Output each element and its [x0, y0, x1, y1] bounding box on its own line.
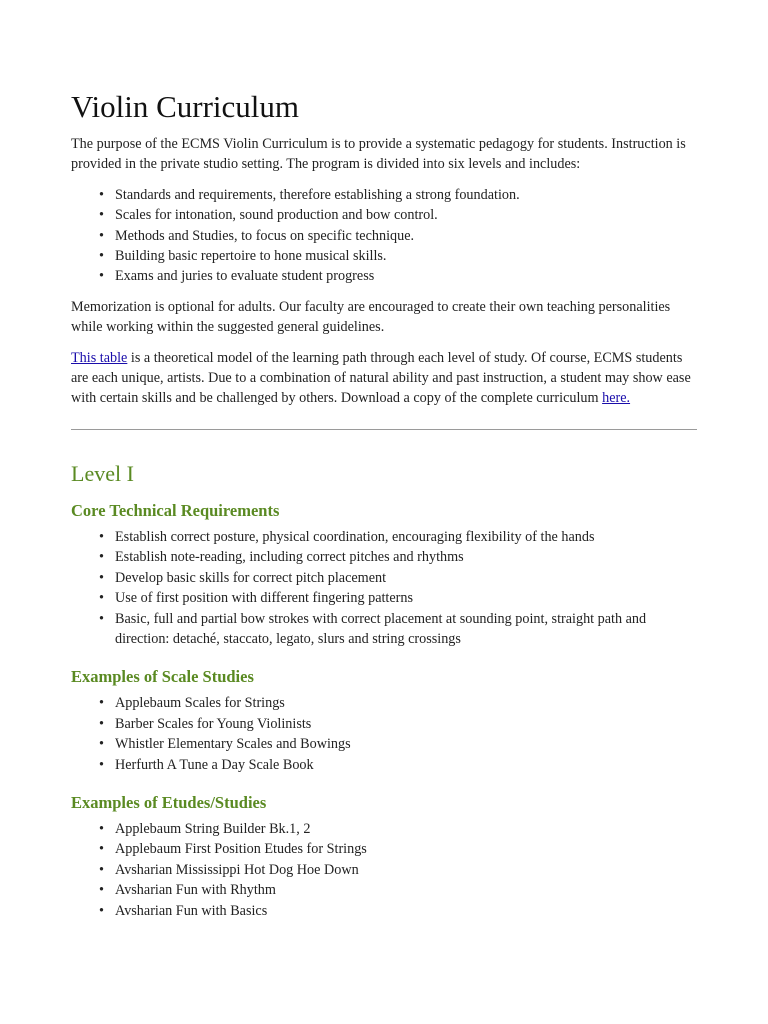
list-item: • Barber Scales for Young Violinists — [115, 714, 697, 734]
list-item: • Establish note-reading, including correct pitches and rhythms — [115, 547, 697, 567]
list-item: • Basic, full and partial bow strokes with correct placement at sounding point, straight path and direction: detaché, staccato, legato, slurs and string crossings — [115, 609, 697, 650]
intro-paragraph: The purpose of the ECMS Violin Curriculum is to provide a systematic pedagogy for students. Instruction is provided in the private studio setting. The program is divided into six levels and includes: — [71, 136, 686, 173]
list-item: • Use of first position with different fingering patterns — [115, 588, 697, 608]
core-requirements-heading: Core Technical Requirements — [71, 500, 280, 520]
table-paragraph-text: is a theoretical model of the learning path through each level of study. Of course, ECMS students are each unique, artists. Due to a combination of natural ability and past instruction, a student may show ease with certain skills and be challenged by others. Download a copy of the complete curriculum — [71, 349, 691, 407]
list-item: • Develop basic skills for correct pitch placement — [115, 568, 697, 588]
scale-studies-list — [71, 693, 697, 775]
core-requirements-list — [71, 527, 697, 649]
level-heading: Level I — [71, 460, 134, 486]
list-item: • Herfurth A Tune a Day Scale Book — [115, 755, 697, 775]
list-item: • Applebaum First Position Etudes for Strings — [115, 839, 697, 859]
list-item: • Scales for intonation, sound production and bow control. — [115, 205, 697, 225]
memorization-paragraph: Memorization is optional for adults. Our faculty are encouraged to create their own teaching personalities while working within the suggested general guidelines. — [71, 298, 671, 336]
list-item: • Methods and Studies, to focus on specific technique. — [115, 226, 697, 246]
list-item: • Whistler Elementary Scales and Bowings — [115, 734, 697, 754]
table-paragraph — [71, 348, 697, 409]
list-item: • Applebaum Scales for Strings — [115, 693, 697, 713]
intro-list — [71, 185, 697, 287]
list-item: • Applebaum String Builder Bk.1, 2 — [115, 819, 697, 839]
etudes-studies-list — [71, 819, 697, 921]
page-title: Violin Curriculum — [71, 89, 300, 124]
list-item: • Avsharian Mississippi Hot Dog Hoe Down — [115, 860, 697, 880]
scale-studies-heading: Examples of Scale Studies — [71, 667, 254, 687]
list-item: • Avsharian Fun with Rhythm — [115, 880, 697, 900]
list-item: • Building basic repertoire to hone musical skills. — [115, 246, 697, 266]
list-item: • Standards and requirements, therefore establishing a strong foundation. — [115, 185, 697, 205]
etudes-studies-heading: Examples of Etudes/Studies — [71, 792, 267, 812]
this-table-link[interactable]: This table — [71, 349, 128, 366]
list-item: • Avsharian Fun with Basics — [115, 901, 697, 921]
list-item: • Exams and juries to evaluate student progress — [115, 266, 697, 286]
section-divider — [71, 429, 697, 430]
list-item: • Establish correct posture, physical coordination, encouraging flexibility of the hands — [115, 527, 697, 547]
download-here-link[interactable]: here. — [602, 390, 631, 407]
